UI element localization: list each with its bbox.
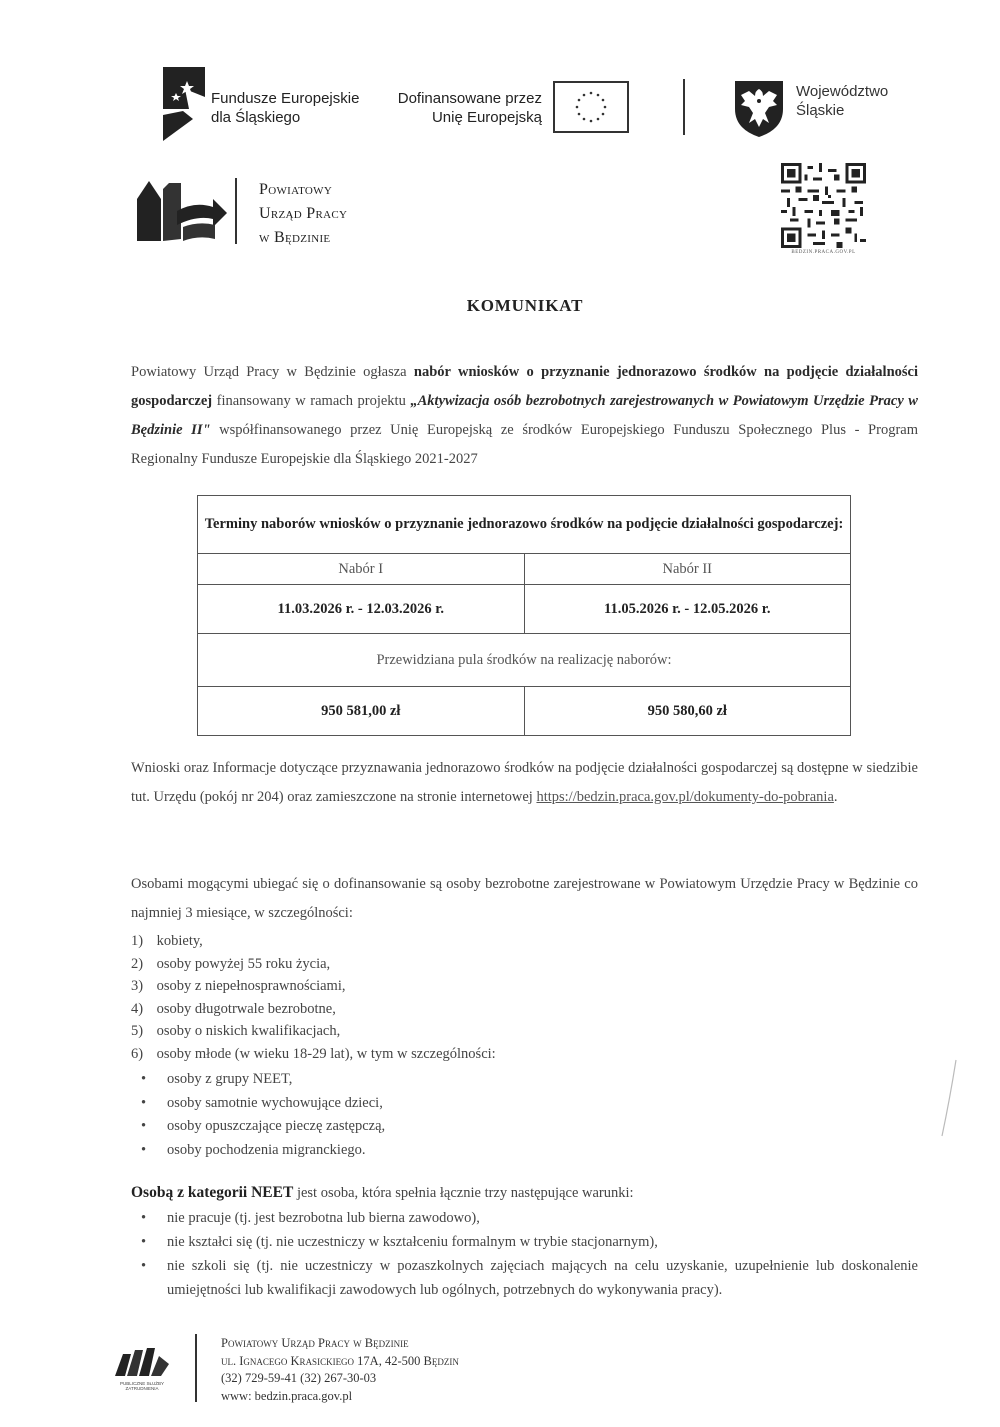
list-item: 2) osoby powyżej 55 roku życia, <box>131 955 331 972</box>
young-persons-sublist <box>131 1068 831 1162</box>
bullet-icon: • <box>141 1141 147 1158</box>
recruitment-table <box>197 495 851 736</box>
funding-pool-label: Przewidziana pula środków na realizację naborów: <box>198 634 851 687</box>
round-1-dates: 11.03.2026 r. - 12.03.2026 r. <box>198 585 525 634</box>
list-item: 3) osoby z niepełnosprawnościami, <box>131 978 346 994</box>
intro-text-2: finansowany w ramach projektu <box>212 393 411 409</box>
list-item: • nie pracuje (tj. jest bezrobotna lub bierna zawodowo), <box>131 1206 918 1230</box>
eu-cofinancing-text: Dofinansowane przez Unię Europejską <box>397 90 542 126</box>
fundusze-europejskie-logo-text: Fundusze Europejskie dla Śląskiego <box>211 90 360 126</box>
intro-bold-text: nabór wniosków o przyznanie jednorazowo środków na podjęcie działalności gospodarczej <box>131 364 918 409</box>
intro-text-1: Powiatowy Urząd Pracy w Będzinie ogłasza <box>131 364 414 380</box>
list-item: 5) osoby o niskich kwalifikacjach, <box>131 1023 341 1039</box>
table-header: Terminy naborów wniosków o przyznanie jednorazowo środków na podjęcie działalności gospodarczej: <box>198 496 851 554</box>
fundusze-europejskie-logo-icon <box>163 67 205 141</box>
eligibility-paragraph: Osobami mogącymi ubiegać się o dofinansowanie są osoby bezrobotne zarejestrowane w Powiatowym Urzędzie Pracy w Będzinie co najmniej 3 miesiące, w szczególności: <box>131 876 918 921</box>
qr-code-icon[interactable] <box>780 163 867 248</box>
footer-divider <box>195 1334 197 1402</box>
application-info-text: Wnioski oraz Informacje dotyczące przyznawania jednorazowo środków na podjęcie działalności gospodarczej są dostępne w siedzibie tut. Urzędu (pokój nr 204) oraz zamieszczone na stronie internetowej <box>131 760 918 805</box>
round-2-label: Nabór II <box>524 554 851 585</box>
list-item: 1) kobiety, <box>131 933 203 949</box>
round-2-dates: 11.05.2026 r. - 12.05.2026 r. <box>524 585 851 634</box>
neet-definition: Osobą z kategorii NEET jest osoba, która spełnia łącznie trzy następujące warunki: <box>131 1184 634 1201</box>
eligibility-list <box>131 930 831 1065</box>
voivodeship-logo-text: Województwo Śląskie <box>796 83 889 119</box>
bullet-icon: • <box>141 1071 147 1087</box>
documents-download-link[interactable]: https://bedzin.praca.gov.pl/dokumenty-do-pobrania <box>536 789 834 805</box>
eu-flag-icon <box>553 81 629 133</box>
intro-text-3: współfinansowanego przez Unię Europejską ze środków Europejskiego Funduszu Społecznego Plus - Program Regionalny Fundusze Europejskie dla Śląskiego 2021-2027 <box>131 422 918 467</box>
list-item: 4) osoby długotrwale bezrobotne, <box>131 1000 336 1017</box>
intro-paragraph <box>131 358 918 474</box>
list-item: • osoby pochodzenia migranckiego. <box>131 1139 831 1163</box>
footer-address: ul. Ignacego Krasickiego 17A, 42-500 Będzin <box>221 1353 459 1368</box>
bullet-icon: • <box>141 1234 147 1250</box>
bullet-icon: • <box>141 1118 147 1134</box>
logo-divider <box>683 79 685 135</box>
silesia-eagle-icon <box>733 79 785 139</box>
list-item: • nie kształci się (tj. nie uczestniczy w kształceniu formalnym w trybie stacjonarnym), <box>131 1230 918 1254</box>
qr-caption: BEDZIN.PRACA.GOV.PL <box>791 250 856 255</box>
round-1-amount: 950 581,00 zł <box>198 687 525 736</box>
margin-pen-mark <box>938 1058 960 1138</box>
application-info-paragraph: Wnioski oraz Informacje dotyczące przyznawania jednorazowo środków na podjęcie działalności gospodarczej są dostępne w siedzibie tut. Urzędu (pokój nr 204) oraz zamieszczone na stronie internetowej https://bedzin.praca.gov.pl/dokumenty-do-pobrania. <box>131 760 918 805</box>
page-title: KOMUNIKAT <box>466 296 584 315</box>
footer-office-name: Powiatowy Urząd Pracy w Będzinie <box>221 1336 409 1350</box>
footer-contact <box>221 1335 459 1405</box>
office-building-logo-icon <box>137 177 227 243</box>
office-logo-divider <box>235 178 237 244</box>
neet-term: Osobą z kategorii NEET <box>131 1184 294 1201</box>
psz-logo-caption: PUBLICZNE SŁUŻBY ZATRUDNIENIA <box>119 1381 164 1391</box>
list-item: • osoby opuszczające pieczę zastępczą, <box>131 1115 831 1139</box>
bullet-icon: • <box>141 1258 147 1274</box>
list-item: • nie szkoli się (tj. nie uczestniczy w pozaszkolnych zajęciach mających na celu uzyskanie, uzupełnienie lub doskonalenie umiejętności lub kwalifikacji zawodowych lub ogólnych, potrzebnych do wykonywania pracy). <box>131 1254 918 1302</box>
psz-logo-icon <box>113 1346 171 1380</box>
round-1-label: Nabór I <box>198 554 525 585</box>
list-item: 6) osoby młode (w wieku 18-29 lat), w tym w szczególności: <box>131 1045 496 1062</box>
list-item: • osoby z grupy NEET, <box>131 1068 831 1092</box>
bullet-icon: • <box>141 1210 147 1226</box>
neet-conditions-list <box>131 1206 918 1302</box>
office-logo-text: Powiatowy Urząd Pracy w Będzinie <box>259 181 348 246</box>
list-item: • osoby samotnie wychowujące dzieci, <box>131 1092 831 1116</box>
bullet-icon: • <box>141 1094 147 1111</box>
project-name: „Aktywizacja osób bezrobotnych zarejestrowanych w Powiatowym Urzędzie Pracy w Będzinie II" <box>131 393 918 438</box>
footer-website[interactable]: www: bedzin.praca.gov.pl <box>221 1388 353 1403</box>
footer-phone: (32) 729-59-41 (32) 267-30-03 <box>221 1371 377 1385</box>
round-2-amount: 950 580,60 zł <box>524 687 851 736</box>
